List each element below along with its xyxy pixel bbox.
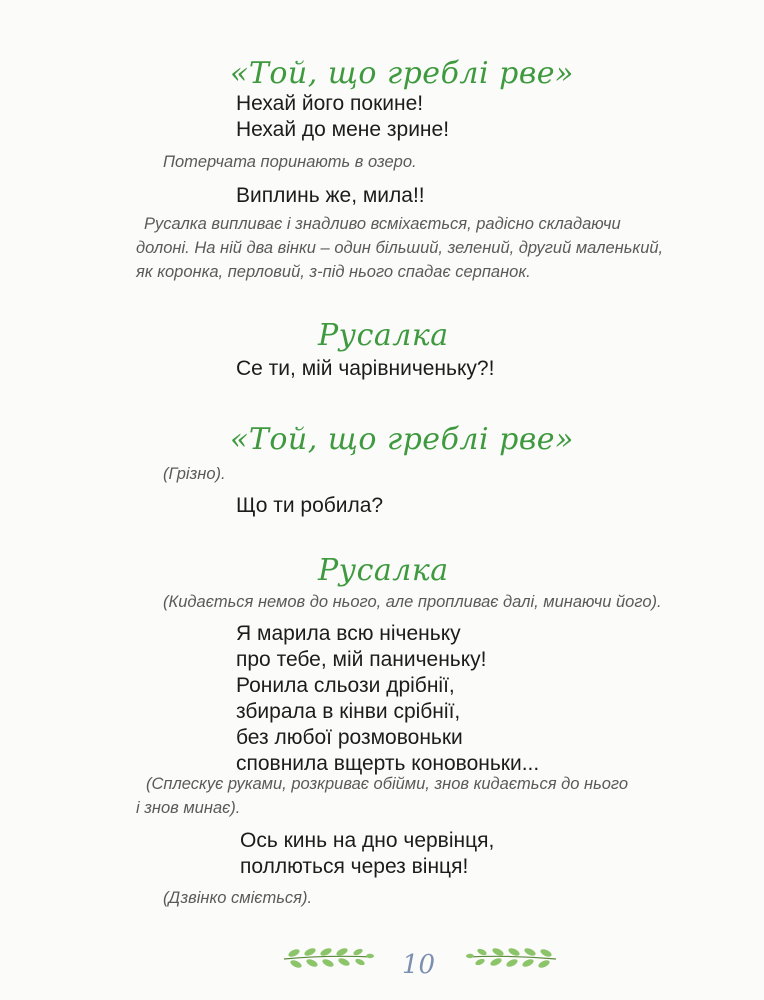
speaker-heading: «Той, що греблі рве» [230,422,574,457]
laurel-branch-icon [280,946,376,970]
speaker-heading: Русалка [318,553,449,588]
page-number: 10 [402,950,436,980]
verse-line: про тебе, мій паниченьку! [236,648,487,671]
speaker-heading: Русалка [318,318,449,353]
speaker-heading: «Той, що греблі рве» [230,56,574,91]
stage-direction: і знов минає). [136,799,241,817]
verse-line: Що ти робила? [236,494,384,517]
verse-line: Ронила сльози дрібнії, [236,674,455,697]
verse-line: сповнила вщерть коновоньки... [236,752,540,775]
verse-line: Нехай до мене зрине! [236,118,450,141]
verse-line: Се ти, мій чарівниченьку?! [236,357,495,380]
stage-direction-line: долоні. На ній два вінки – один більший, зелений, другий маленький, [136,239,664,257]
verse-line: без любої розмовоньки [236,726,463,749]
stage-direction-paragraph [136,212,692,284]
stage-direction: (Дзвінко сміється). [163,889,313,907]
verse-line: Нехай його покине! [236,92,424,115]
verse-line: поллються через вінця! [240,855,469,878]
verse-line: Виплинь же, мила!! [236,184,425,207]
verse-line: збирала в кінви срібнії, [236,700,461,723]
stage-direction: (Сплескує руками, розкриває обійми, знов кидається до нього [146,775,629,793]
poem-stanza [236,621,539,777]
stage-direction: (Грізно). [163,465,226,483]
verse-line: Ось кинь на дно червінця, [240,829,495,852]
verse-line: Я марила всю ніченьку [236,622,461,645]
laurel-branch-icon [464,946,560,970]
stage-direction: (Кидається немов до нього, але пропливає далі, минаючи його). [163,593,662,611]
stage-direction: Потерчата поринають в озеро. [163,153,417,171]
stage-direction-line: як коронка, перловий, з-під нього спадає серпанок. [136,263,531,281]
stage-direction-line: Русалка випливає і знадливо всміхається, радісно складаючи [144,215,621,233]
